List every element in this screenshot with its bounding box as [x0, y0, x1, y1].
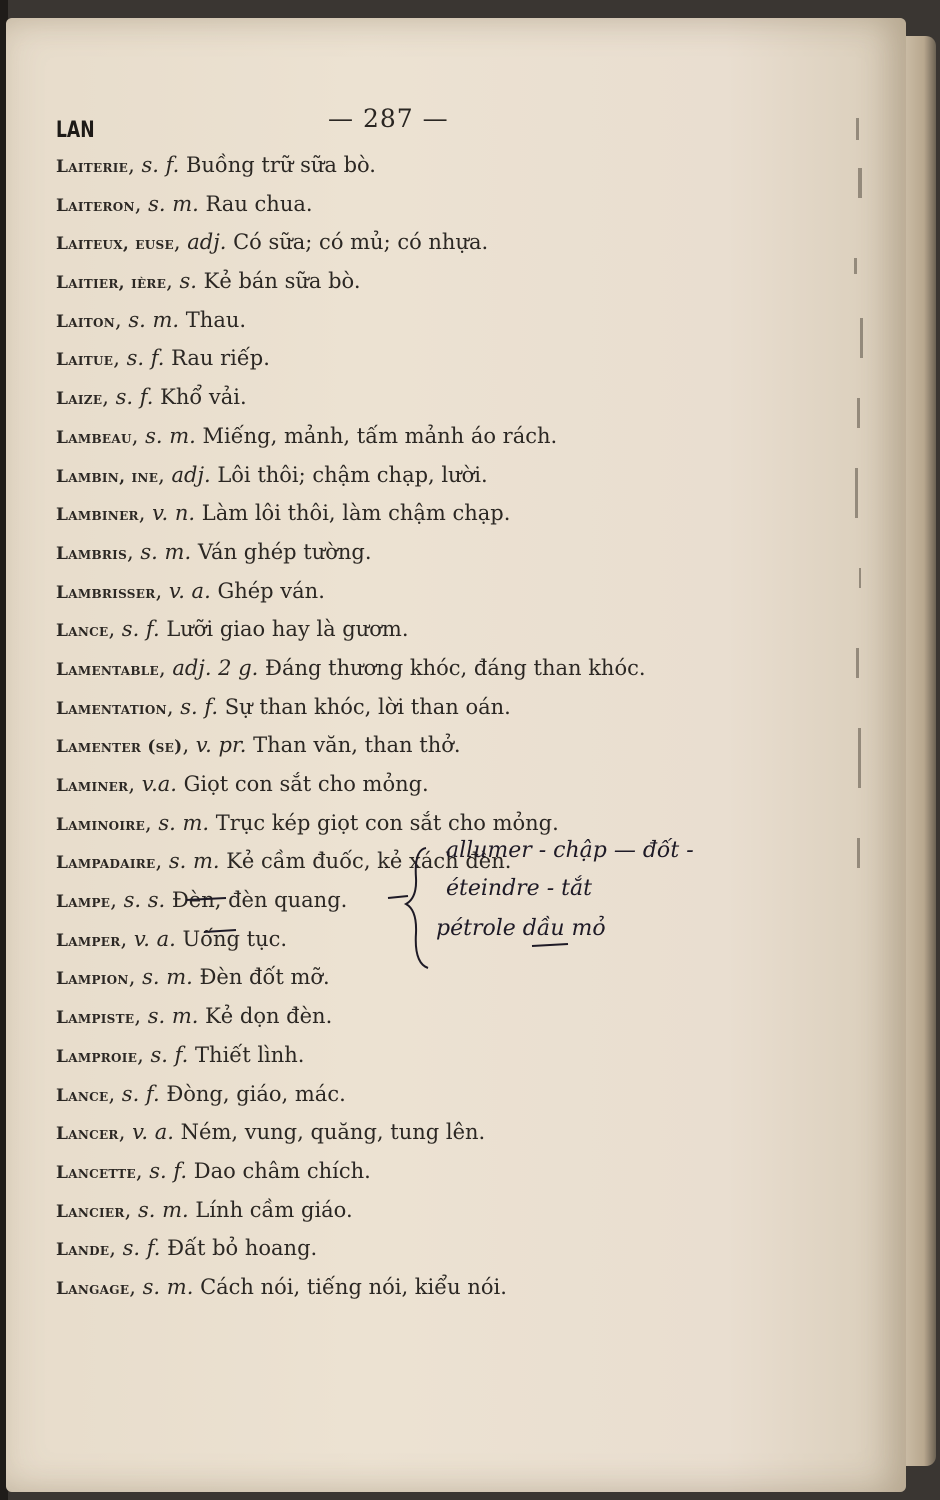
entry-headword: Lance	[56, 1085, 109, 1106]
entry-headword: Lampadaire	[56, 853, 156, 874]
entry-grammar: s. f.	[121, 1081, 160, 1106]
dictionary-entry: Lancer, v. a. Ném, vung, quăng, tung lên.	[56, 1120, 486, 1145]
entry-definition: Rau riếp.	[171, 346, 270, 371]
dictionary-entry: Lampadaire, s. m. Kẻ cầm đuốc, kẻ xách đèn.	[56, 849, 512, 874]
dictionary-entry: Lamentable, adj. 2 g. Đáng thương khóc, đáng than khóc.	[56, 655, 646, 680]
entry-definition: Đất bỏ hoang.	[167, 1236, 318, 1261]
entry-headword: Lancier	[56, 1201, 125, 1222]
entry-definition: Miếng, mảnh, tấm mảnh áo rách.	[202, 423, 558, 448]
entry-grammar: s. f.	[115, 385, 154, 410]
dictionary-entry: Lancette, s. f. Dao châm chích.	[56, 1158, 371, 1183]
entry-headword: Lamproie	[56, 1046, 138, 1067]
dictionary-entry: Laiteron, s. m. Rau chua.	[56, 191, 313, 216]
running-header-word: LAN	[56, 118, 95, 143]
dictionary-entry: Lamper, v. a. Uống tục.	[56, 926, 288, 951]
entry-definition: Ném, vung, quăng, tung lên.	[180, 1120, 486, 1145]
entry-headword: Laiteron	[56, 195, 135, 216]
entry-definition: Dao châm chích.	[193, 1158, 371, 1183]
page-stack-edge	[906, 36, 936, 1466]
entry-definition: Ghép ván.	[217, 578, 325, 603]
entry-headword: Lancer	[56, 1124, 119, 1145]
dictionary-entry: Lampiste, s. m. Kẻ dọn đèn.	[56, 1004, 333, 1029]
entry-grammar: v. a.	[132, 1120, 174, 1145]
entry-headword: Lambeau	[56, 427, 132, 448]
entry-headword: Lamentable	[56, 659, 159, 680]
entry-definition: Đèn đốt mỡ.	[199, 965, 330, 990]
entry-grammar: s. m.	[140, 539, 192, 564]
entry-definition: Có sữa; có mủ; có nhựa.	[233, 230, 489, 255]
entry-grammar: s. m.	[147, 1004, 199, 1029]
entry-definition: Cách nói, tiếng nói, kiểu nói.	[200, 1274, 507, 1299]
dictionary-entry: Lamentation, s. f. Sự than khóc, lời than oán.	[56, 694, 511, 719]
dictionary-entry: Laitier, ière, s. Kẻ bán sữa bò.	[56, 269, 361, 294]
entry-headword: Laitue	[56, 350, 114, 371]
entry-headword: Langage	[56, 1278, 130, 1299]
entry-definition: Lưỡi giao hay là gươm.	[166, 617, 409, 642]
dictionary-entry: Laiton, s. m. Thau.	[56, 307, 247, 332]
entry-grammar: s. f.	[122, 1236, 161, 1261]
dictionary-entry: Lampe, s. s. Đèn, đèn quang.	[56, 888, 348, 913]
dictionary-entry: Langage, s. m. Cách nói, tiếng nói, kiểu nói.	[56, 1274, 507, 1299]
entry-headword: Lamentation	[56, 698, 167, 719]
entry-headword: Laiterie	[56, 157, 129, 177]
entry-grammar: s. f.	[180, 694, 219, 719]
dictionary-entry: Lamenter (se), v. pr. Than văn, than thở.	[56, 733, 461, 758]
entry-definition: Sự than khóc, lời than oán.	[224, 694, 511, 719]
dictionary-entry: Lamproie, s. f. Thiết lình.	[56, 1042, 305, 1067]
entry-headword: Lancette	[56, 1162, 136, 1183]
book-page	[6, 18, 906, 1492]
dictionary-entry: Lambris, s. m. Ván ghép tường.	[56, 539, 372, 564]
entry-headword: Lambiner	[56, 505, 139, 526]
entry-grammar: s. s.	[123, 888, 166, 913]
entry-definition: Giọt con sắt cho mỏng.	[183, 772, 429, 796]
entry-headword: Lambin, ine	[56, 466, 159, 487]
dictionary-entry: Lance, s. f. Đòng, giáo, mác.	[56, 1081, 346, 1106]
entry-grammar: s. m.	[128, 307, 180, 332]
entry-grammar: v. a.	[133, 926, 176, 951]
entry-grammar: s. m.	[158, 810, 210, 835]
entry-grammar: v. n.	[152, 501, 196, 526]
annotation-line-eteindre: éteindre - tắt	[446, 876, 592, 901]
entry-headword: Lamenter (se)	[56, 737, 183, 758]
entry-grammar: s. f.	[149, 1158, 188, 1183]
dictionary-entries	[56, 146, 756, 1307]
entry-definition: Khổ vải.	[160, 385, 247, 410]
entry-grammar: adj.	[171, 462, 211, 487]
entry-grammar: s.	[179, 269, 197, 294]
entry-headword: Lamper	[56, 930, 121, 951]
dictionary-entry: Laminoire, s. m. Trục kép giọt con sắt cho mỏng.	[56, 810, 559, 835]
dictionary-entry: Lambeau, s. m. Miếng, mảnh, tấm mảnh áo rách.	[56, 423, 558, 448]
entry-grammar: s. m.	[148, 191, 199, 216]
entry-definition: Thau.	[185, 307, 247, 332]
entry-definition: Làm lôi thôi, làm chậm chạp.	[201, 501, 511, 526]
entry-headword: Lande	[56, 1240, 110, 1261]
entry-grammar: v. pr.	[195, 733, 247, 758]
entry-headword: Laminoire	[56, 814, 146, 835]
page-number: — 287 —	[328, 104, 449, 133]
entry-grammar: adj.	[187, 230, 227, 255]
entry-definition: Trục kép giọt con sắt cho mỏng.	[215, 810, 559, 835]
dictionary-entry: Laitue, s. f. Rau riếp.	[56, 346, 270, 371]
entry-headword: Lance	[56, 621, 109, 642]
entry-grammar: v. a.	[168, 578, 211, 603]
dictionary-entry: Lance, s. f. Lưỡi giao hay là gươm.	[56, 617, 409, 642]
entry-definition: Đáng thương khóc, đáng than khóc.	[265, 655, 646, 680]
entry-grammar: s. f.	[126, 346, 165, 371]
entry-definition: Thiết lình.	[195, 1042, 305, 1067]
entry-headword: Lampion	[56, 969, 129, 990]
entry-grammar: s. f.	[150, 1042, 189, 1067]
dictionary-entry: Lambiner, v. n. Làm lôi thôi, làm chậm chạp.	[56, 501, 511, 526]
entry-definition: Đèn, đèn quang.	[171, 888, 348, 913]
entry-headword: Laiton	[56, 311, 116, 332]
entry-definition: Ván ghép tường.	[197, 539, 372, 564]
entry-grammar: adj. 2 g.	[172, 655, 259, 680]
entry-headword: Lampiste	[56, 1008, 135, 1029]
entry-definition: Kẻ bán sữa bò.	[203, 269, 361, 294]
margin-bleed-marks	[846, 108, 876, 1308]
dictionary-entry: Lambrisser, v. a. Ghép ván.	[56, 578, 325, 603]
entry-definition: Lôi thôi; chậm chạp, lười.	[217, 462, 488, 487]
entry-definition: Kẻ dọn đèn.	[205, 1004, 333, 1029]
entry-grammar: s. m.	[142, 1274, 194, 1299]
entry-headword: Lampe	[56, 892, 111, 913]
entry-grammar: s. f.	[141, 153, 180, 177]
entry-grammar: s. m.	[145, 423, 196, 448]
underline-marks	[176, 890, 676, 980]
dictionary-entry: Lampion, s. m. Đèn đốt mỡ.	[56, 965, 330, 990]
dictionary-entry: Laminer, v.a. Giọt con sắt cho mỏng.	[56, 772, 429, 796]
dictionary-entry: Laiterie, s. f. Buồng trữ sữa bò.	[56, 153, 376, 177]
entry-headword: Laize	[56, 389, 103, 410]
entry-grammar: s. m.	[142, 965, 193, 990]
entry-grammar: v.a.	[141, 772, 177, 796]
dictionary-entry: Laize, s. f. Khổ vải.	[56, 385, 247, 410]
entry-definition: Đòng, giáo, mác.	[166, 1081, 346, 1106]
entry-definition: Lính cầm giáo.	[195, 1197, 353, 1222]
dictionary-entry: Laiteux, euse, adj. Có sữa; có mủ; có nhựa.	[56, 230, 489, 255]
entry-grammar: s. f.	[121, 617, 160, 642]
entry-headword: Laitier, ière	[56, 273, 167, 294]
entry-headword: Laiteux, euse	[56, 234, 174, 255]
entry-definition: Buồng trữ sữa bò.	[185, 153, 376, 177]
entry-grammar: s. m.	[137, 1197, 189, 1222]
entry-definition: Kẻ cầm đuốc, kẻ xách đèn.	[226, 849, 512, 874]
entry-grammar: s. m.	[168, 849, 220, 874]
entry-definition: Uống tục.	[182, 926, 288, 951]
dictionary-entry: Lande, s. f. Đất bỏ hoang.	[56, 1236, 318, 1261]
entry-definition: Rau chua.	[205, 191, 313, 216]
entry-headword: Lambris	[56, 543, 128, 564]
dictionary-entry: Lancier, s. m. Lính cầm giáo.	[56, 1197, 353, 1222]
entry-definition: Than văn, than thở.	[253, 733, 461, 758]
entry-headword: Laminer	[56, 776, 129, 796]
annotation-line-petrole: pétrole dầu mỏ	[436, 916, 606, 941]
dictionary-entry: Lambin, ine, adj. Lôi thôi; chậm chạp, lười.	[56, 462, 488, 487]
entry-headword: Lambrisser	[56, 582, 156, 603]
annotation-line-allumer: allumer - chập — đốt -	[446, 838, 694, 863]
